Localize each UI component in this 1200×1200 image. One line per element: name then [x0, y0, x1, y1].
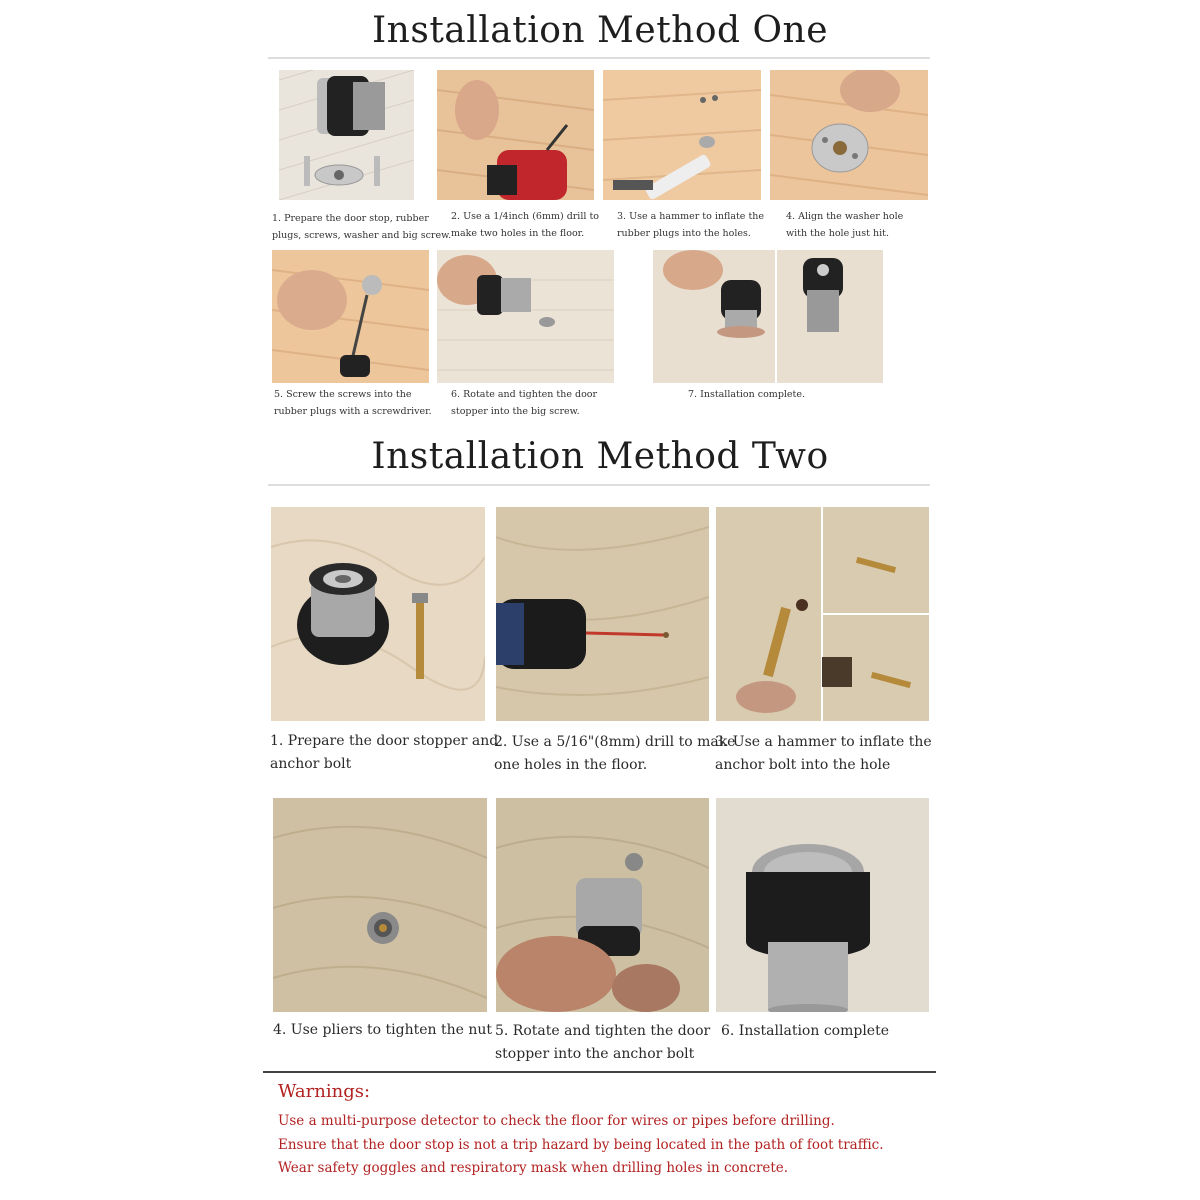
photo-stopper-and-anchor-bolt	[271, 507, 485, 721]
warning-item: Ensure that the door stop is not a trip hazard by being located in the path of foot traffic.	[278, 1137, 884, 1153]
m2-step6-caption: 6. Installation complete	[721, 1023, 889, 1039]
photo-installed-stopper	[716, 798, 929, 1012]
m2-step2-caption: 2. Use a 5/16"(8mm) drill to make one holes in the floor.	[494, 734, 736, 773]
photo-door-stop-parts	[279, 70, 414, 200]
m2-step1-caption: 1. Prepare the door stopper and anchor bolt	[270, 733, 499, 772]
photo-rotate-stopper-on-bolt	[496, 798, 709, 1012]
m2-step5-caption: 5. Rotate and tighten the door stopper into the anchor bolt	[495, 1023, 711, 1062]
photo-hammer-plugs	[603, 70, 761, 200]
photo-rotate-stopper	[437, 250, 614, 383]
warnings-title: Warnings:	[278, 1081, 371, 1102]
method-one-divider	[268, 57, 930, 59]
photo-drill-holes	[437, 70, 594, 200]
warning-item: Use a multi-purpose detector to check the floor for wires or pipes before drilling.	[278, 1113, 835, 1129]
m1-step2-caption: 2. Use a 1/4inch (6mm) drill to make two holes in the floor.	[451, 211, 599, 239]
photo-align-washer	[770, 70, 928, 200]
m1-step3-caption: 3. Use a hammer to inflate the rubber plugs into the holes.	[617, 211, 765, 239]
m1-step1-caption: 1. Prepare the door stop, rubber plugs, screws, washer and big screw.	[272, 213, 452, 241]
m2-step4-caption: 4. Use pliers to tighten the nut	[273, 1022, 493, 1038]
photo-screwdriver-screws	[272, 250, 429, 383]
warning-item: Wear safety goggles and respiratory mask when drilling holes in concrete.	[278, 1160, 789, 1176]
method-two-title: Installation Method Two	[371, 436, 829, 477]
photo-installed-door-stop	[653, 250, 883, 383]
photo-hammer-anchor-bolt	[716, 507, 929, 721]
photo-tightened-nut	[273, 798, 487, 1012]
method-two-divider	[268, 484, 930, 486]
m1-step4-caption: 4. Align the washer hole with the hole just hit.	[786, 211, 904, 239]
m1-step6-caption: 6. Rotate and tighten the door stopper into the big screw.	[451, 389, 598, 417]
m1-step5-caption: 5. Screw the screws into the rubber plugs with a screwdriver.	[274, 389, 432, 417]
method-one-title: Installation Method One	[371, 10, 829, 51]
m1-step7-caption: 7. Installation complete.	[688, 389, 806, 400]
warnings-divider	[263, 1071, 936, 1073]
photo-drill-floor-hole	[496, 507, 709, 721]
m2-step3-caption: 3. Use a hammer to inflate the anchor bolt into the hole	[715, 734, 932, 773]
